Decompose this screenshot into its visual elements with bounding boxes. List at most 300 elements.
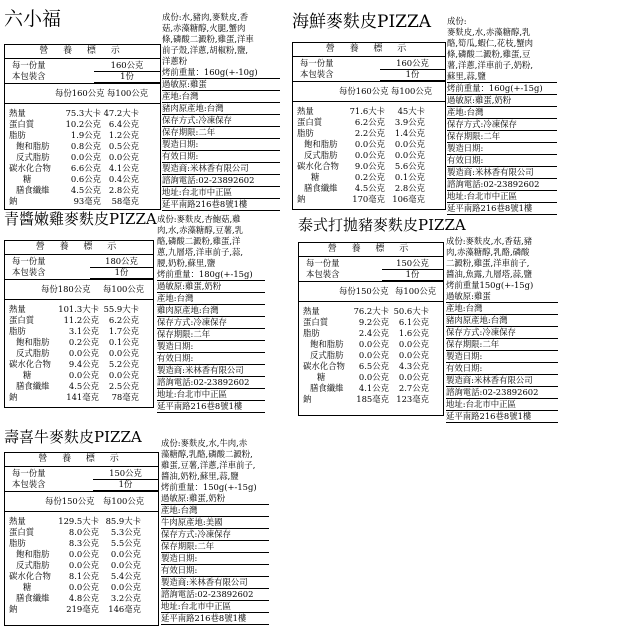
info-line: 麥麩皮,水,赤藻糖醇,乳 [447, 27, 531, 37]
info-line: 保存期限:二年 [157, 329, 265, 341]
product-title: 六小福 [4, 8, 62, 30]
product-title: 泰式打拋豬麥麩皮PIZZA [298, 216, 466, 234]
info-line: 製造日期: [446, 351, 558, 363]
info-line: 豬肉原產地:台灣 [446, 315, 558, 327]
nutrient-per-serving: 0.2公克 [354, 172, 385, 182]
nutrient-row [293, 106, 445, 117]
info-line: 製造商:米林香有限公司 [447, 167, 557, 179]
nutrient-row [5, 359, 153, 370]
info-line: 保存方式:冷凍保存 [447, 119, 557, 131]
servings-count-value: 1份 [382, 269, 443, 281]
info-line: 藻糖醇,乳酪,磷酸二澱粉, [161, 449, 253, 459]
nutrient-per-100g: 0.0公克 [110, 582, 141, 592]
nutrient-name: 鈉 [9, 196, 18, 206]
nutrient-per-serving: 185毫克 [356, 394, 389, 404]
info-line: 保存方式:冷凍保存 [157, 317, 265, 329]
nutrient-row [5, 560, 158, 571]
info-line: 製造日期: [162, 139, 280, 151]
nutrient-per-serving: 93毫克 [73, 196, 101, 206]
nutrient-per-100g: 5.5公克 [110, 538, 141, 548]
nutrient-name: 脂肪 [9, 130, 26, 140]
info-line: 有效日期: [162, 151, 280, 163]
nutrient-row [293, 161, 445, 172]
nutrient-row [5, 304, 153, 315]
nutrient-name: 蛋白質 [9, 119, 35, 129]
info-line: 有效日期: [447, 155, 557, 167]
serving-size-value: 180公克 [90, 256, 153, 268]
info-line: 過敏原:雞蛋 [446, 291, 558, 303]
info-line: 製造日期: [161, 553, 269, 565]
nutrient-name: 蛋白質 [9, 527, 35, 537]
nutrient-per-serving: 0.0公克 [358, 372, 389, 382]
nutrient-per-serving: 2.2公克 [354, 128, 385, 138]
info-line: 保存方式:冷凍保存 [162, 115, 280, 127]
nutrient-name: 糖 [317, 372, 326, 382]
info-line: 保存期限:二年 [447, 131, 557, 143]
nutrient-name: 脂肪 [303, 328, 320, 338]
nutrient-per-serving: 101.3大卡 [58, 304, 99, 314]
nutrient-per-100g: 5.4公克 [110, 571, 141, 581]
nutrient-row [5, 326, 153, 337]
product-info-text [446, 236, 558, 423]
nutrient-per-100g: 1.4公克 [394, 128, 425, 138]
info-line: 保存方式:冷凍保存 [446, 327, 558, 339]
info-line: 雞蛋,豆薯,洋蔥,洋車前子, [161, 460, 256, 470]
column-per-serving: 每份150公克 [45, 496, 95, 506]
nutrition-facts-table [4, 240, 154, 408]
column-headers [5, 84, 160, 104]
nutrient-per-100g: 0.0公克 [394, 139, 425, 149]
info-line: 製造日期: [447, 143, 557, 155]
nutrient-per-serving: 0.0公克 [68, 549, 99, 559]
serving-size-value: 160公克 [380, 58, 445, 70]
info-line: 烤前重量：160g(+-15g) [447, 83, 557, 95]
nutrient-per-serving: 6.2公克 [354, 117, 385, 127]
nutrient-name: 飽和脂肪 [16, 337, 50, 347]
info-line: 製造商:米林香有限公司 [157, 365, 265, 377]
nutrient-per-100g: 0.4公克 [108, 174, 139, 184]
info-line: 肉,赤藻糖醇,乳酪,磷酸 [446, 247, 530, 257]
nutrient-name: 飽和脂肪 [310, 339, 344, 349]
nutrient-row [5, 185, 160, 196]
nutrient-per-serving: 8.1公克 [68, 571, 99, 581]
nutrient-per-serving: 4.5公克 [68, 381, 99, 391]
nutrient-name: 鈉 [303, 394, 312, 404]
nutrient-per-100g: 58毫克 [111, 196, 139, 206]
info-line: 過敏原:雞蛋 [162, 79, 280, 91]
nutrient-row [5, 196, 160, 207]
nutrient-row [5, 527, 158, 538]
nutrient-rows [5, 512, 158, 615]
nutrient-per-100g: 146毫克 [108, 604, 141, 614]
info-line: 地址:台北市中正區 [162, 187, 280, 199]
info-line: 產地:台灣 [161, 505, 269, 517]
nutrition-table-header: 營 養 標 示 [5, 241, 153, 255]
nutrition-facts-table [292, 42, 446, 210]
nutrient-per-serving: 6.6公克 [70, 163, 101, 173]
info-line: 地址:台北市中正區 [446, 399, 558, 411]
nutrient-per-serving: 0.2公克 [68, 337, 99, 347]
nutrient-name: 反式脂肪 [16, 560, 50, 570]
info-line: 二澱粉,雞蛋,洋車前子, [446, 258, 530, 268]
nutrient-name: 蛋白質 [303, 317, 329, 327]
info-line: 雞肉原產地:台灣 [157, 305, 265, 317]
info-line: 有效日期: [157, 353, 265, 365]
nutrient-name: 熱量 [297, 106, 314, 116]
info-line: 酪,磷酸二澱粉,雞蛋,洋 [157, 236, 241, 246]
nutrient-row [5, 571, 158, 582]
nutrient-per-100g: 4.1公克 [108, 163, 139, 173]
info-line: 諮詢電話:02-23892602 [162, 175, 280, 187]
product-info-text [157, 214, 265, 413]
nutrient-row [293, 194, 445, 205]
nutrient-per-100g: 6.2公克 [108, 315, 139, 325]
info-line: 延平南路216巷8號1樓 [161, 613, 269, 625]
servings-count-label: 本包裝含 [300, 69, 334, 79]
nutrient-per-100g: 106毫克 [392, 194, 425, 204]
info-line: 豬肉原產地:台灣 [162, 103, 280, 115]
nutrient-name: 糖 [23, 174, 32, 184]
nutrient-row [293, 117, 445, 128]
nutrient-per-100g: 6.4公克 [108, 119, 139, 129]
info-line: 前子殼,洋蔥,胡椒粉,鹽, [162, 45, 249, 55]
nutrient-per-100g: 0.0公克 [398, 372, 429, 382]
nutrient-name: 碳水化合物 [303, 361, 345, 371]
nutrient-row [5, 370, 153, 381]
nutrient-per-100g: 1.7公克 [108, 326, 139, 336]
nutrient-per-100g: 3.2公克 [110, 593, 141, 603]
column-per-100g: 每100公克 [107, 88, 149, 98]
nutrient-name: 脂肪 [9, 326, 26, 336]
serving-size-label: 每一份量 [300, 58, 334, 68]
nutrient-row [293, 172, 445, 183]
nutrient-per-100g: 6.1公克 [398, 317, 429, 327]
info-line: 延平南路216巷8號1樓 [157, 401, 265, 413]
info-line: 洋蔥粉 [162, 56, 188, 66]
nutrient-row [5, 593, 158, 604]
nutrient-row [293, 128, 445, 139]
nutrient-per-100g: 55.9大卡 [103, 304, 139, 314]
nutrient-per-serving: 76.2大卡 [353, 306, 389, 316]
info-line: 保存期限:二年 [161, 541, 269, 553]
info-line: 成份:麥麩皮,杏鮑菇,雞 [157, 214, 241, 224]
serving-size-label: 每一份量 [12, 468, 46, 478]
nutrient-row [299, 361, 443, 372]
serving-info [293, 57, 445, 82]
info-line: 延平南路216巷8號1樓 [162, 199, 280, 211]
nutrient-name: 膳食纖維 [16, 593, 50, 603]
nutrient-per-100g: 123毫克 [396, 394, 429, 404]
nutrient-per-100g: 0.0公克 [394, 150, 425, 160]
serving-size-label: 每一份量 [306, 258, 340, 268]
servings-count-label: 本包裝含 [12, 71, 46, 81]
product-title: 壽喜牛麥麩皮PIZZA [4, 428, 142, 446]
nutrient-per-serving: 0.0公克 [68, 560, 99, 570]
column-per-100g: 每100公克 [103, 496, 145, 506]
nutrient-per-serving: 8.3公克 [68, 538, 99, 548]
info-line: 保存期限:二年 [446, 339, 558, 351]
nutrient-per-serving: 6.5公克 [358, 361, 389, 371]
nutrient-per-100g: 1.6公克 [398, 328, 429, 338]
nutrient-per-100g: 5.3公克 [110, 527, 141, 537]
info-line: 延平南路216巷8號1樓 [447, 203, 557, 215]
nutrient-row [293, 150, 445, 161]
nutrient-name: 蛋白質 [9, 315, 35, 325]
serving-size-value: 160公克 [94, 60, 160, 72]
nutrient-name: 飽和脂肪 [16, 141, 50, 151]
nutrient-per-serving: 170毫克 [352, 194, 385, 204]
info-line: 薯,洋蔥,洋車前子,奶粉, [447, 60, 534, 70]
nutrient-per-100g: 2.8公克 [394, 183, 425, 193]
nutrient-per-100g: 78毫克 [111, 392, 139, 402]
servings-count-label: 本包裝含 [306, 269, 340, 279]
product-info-text [161, 438, 269, 625]
nutrient-row [5, 108, 160, 119]
column-headers [5, 280, 153, 300]
nutrient-row [299, 372, 443, 383]
nutrition-table-header: 營 養 標 示 [5, 45, 160, 59]
nutrient-row [5, 141, 160, 152]
nutrient-per-serving: 0.0公克 [68, 348, 99, 358]
column-per-100g: 每100公克 [103, 284, 145, 294]
nutrient-per-100g: 0.0公克 [398, 350, 429, 360]
nutrient-row [299, 328, 443, 339]
nutrient-per-serving: 0.0公克 [68, 582, 99, 592]
nutrient-row [299, 350, 443, 361]
nutrient-per-100g: 5.6公克 [394, 161, 425, 171]
servings-count-label: 本包裝含 [12, 479, 46, 489]
nutrient-name: 反式脂肪 [16, 152, 50, 162]
column-per-serving: 每份160公克 [55, 88, 105, 98]
nutrient-per-serving: 129.5大卡 [58, 516, 99, 526]
nutrient-per-serving: 0.8公克 [70, 141, 101, 151]
nutrient-name: 鈉 [9, 604, 18, 614]
nutrient-name: 脂肪 [297, 128, 314, 138]
nutrient-name: 鈉 [297, 194, 306, 204]
nutrient-per-serving: 1.9公克 [70, 130, 101, 140]
info-line: 地址:台北市中正區 [447, 191, 557, 203]
nutrient-per-100g: 45大卡 [397, 106, 425, 116]
nutrient-row [299, 306, 443, 317]
info-line: 保存期限:二年 [162, 127, 280, 139]
info-line: 菇,赤藻糖醇,火腿,蟹肉 [162, 23, 246, 33]
info-line: 有效日期: [161, 565, 269, 577]
nutrient-name: 脂肪 [9, 538, 26, 548]
info-line: 製造商:米林香有限公司 [446, 375, 558, 387]
nutrient-name: 膳食纖維 [16, 381, 50, 391]
nutrient-name: 膳食纖維 [310, 383, 344, 393]
nutrient-per-serving: 9.2公克 [358, 317, 389, 327]
nutrient-name: 碳水化合物 [9, 359, 51, 369]
info-line: 醬油,魚露,九層塔,蒜,鹽 [446, 269, 533, 279]
nutrient-per-serving: 0.0公克 [358, 350, 389, 360]
nutrient-per-100g: 0.0公克 [108, 348, 139, 358]
nutrient-per-serving: 10.2公克 [65, 119, 101, 129]
nutrient-row [293, 139, 445, 150]
info-line: 產地:台灣 [157, 293, 265, 305]
info-line: 成份:麥麩皮,水,牛肉,赤 [161, 438, 248, 448]
nutrient-row [293, 183, 445, 194]
info-line: 條,磷酸二澱粉,雞蛋,洋車 [162, 34, 254, 44]
nutrient-per-serving: 4.5公克 [70, 185, 101, 195]
nutrient-row [5, 604, 158, 615]
info-line: 腰,奶粉,蘇里,鹽 [157, 258, 216, 268]
info-line: 條,磷酸二澱粉,雞蛋,豆 [447, 49, 531, 59]
servings-count-value: 1份 [94, 71, 160, 83]
nutrient-per-100g: 0.0公克 [398, 339, 429, 349]
nutrient-per-100g: 1.2公克 [108, 130, 139, 140]
nutrient-row [5, 130, 160, 141]
nutrient-name: 熱量 [9, 304, 26, 314]
nutrient-per-100g: 0.1公克 [394, 172, 425, 182]
nutrient-per-100g: 85.9大卡 [105, 516, 141, 526]
nutrient-per-serving: 4.5公克 [354, 183, 385, 193]
nutrient-row [5, 348, 153, 359]
nutrient-per-serving: 9.4公克 [68, 359, 99, 369]
column-per-serving: 每份180公克 [41, 284, 91, 294]
column-headers [293, 82, 445, 102]
serving-info [299, 257, 443, 282]
info-line: 肉,水,赤藻糖醇,豆薯,乳 [157, 225, 244, 235]
info-line: 酪,筍瓜,蝦仁,花枝,蟹肉 [447, 38, 534, 48]
nutrient-per-serving: 0.0公克 [354, 150, 385, 160]
nutrient-per-100g: 0.1公克 [108, 337, 139, 347]
info-line: 過敏原:雞蛋,奶粉 [157, 281, 265, 293]
info-line: 蔥,九層塔,洋車前子,蒜, [157, 247, 244, 257]
info-line: 過敏原:雞蛋,奶粉 [161, 493, 269, 505]
nutrient-per-serving: 4.1公克 [358, 383, 389, 393]
serving-size-value: 150公克 [382, 258, 443, 270]
nutrient-per-serving: 8.0公克 [68, 527, 99, 537]
serving-info [5, 255, 153, 280]
serving-size-label: 每一份量 [12, 256, 46, 266]
nutrient-row [5, 381, 153, 392]
info-line: 烤前重量：150g(+-15g) [161, 482, 257, 492]
info-line: 製造日期: [157, 341, 265, 353]
info-line: 產地:台灣 [162, 91, 280, 103]
nutrient-name: 糖 [23, 582, 32, 592]
nutrient-per-serving: 2.4公克 [358, 328, 389, 338]
column-headers [5, 492, 158, 512]
nutrient-row [299, 339, 443, 350]
nutrient-per-serving: 4.8公克 [68, 593, 99, 603]
info-line: 製造商:米林香有限公司 [162, 163, 280, 175]
nutrient-per-serving: 3.1公克 [68, 326, 99, 336]
column-per-100g: 每100公克 [391, 86, 433, 96]
info-line: 地址:台北市中正區 [161, 601, 269, 613]
nutrient-per-serving: 219毫克 [66, 604, 99, 614]
nutrition-facts-table [4, 452, 159, 626]
servings-count-value: 1份 [90, 267, 153, 279]
nutrient-per-100g: 2.5公克 [108, 381, 139, 391]
nutrient-name: 膳食纖維 [304, 183, 338, 193]
nutrient-name: 熱量 [9, 516, 26, 526]
info-line: 諮詢電話:02-23892602 [447, 179, 557, 191]
info-line: 醬油,奶粉,蘇里,蒜,鹽 [161, 471, 239, 481]
nutrient-row [5, 337, 153, 348]
nutrient-per-serving: 11.2公克 [63, 315, 99, 325]
nutrition-facts-table [298, 242, 444, 416]
nutrient-row [5, 549, 158, 560]
info-line: 成份:水,豬肉,麥麩皮,香 [162, 12, 249, 22]
nutrient-row [5, 152, 160, 163]
nutrient-rows [5, 104, 160, 207]
serving-size-value: 150公克 [93, 468, 158, 480]
nutrient-per-100g: 2.7公克 [398, 383, 429, 393]
info-line: 地址:台北市中正區 [157, 389, 265, 401]
info-line: 諮詢電話:02-23892602 [157, 377, 265, 389]
info-line: 諮詢電話:02-23892602 [161, 589, 269, 601]
servings-count-value: 1份 [380, 69, 445, 81]
info-line: 產地:台灣 [446, 303, 558, 315]
nutrient-row [5, 516, 158, 527]
nutrient-name: 碳水化合物 [297, 161, 339, 171]
nutrient-row [5, 538, 158, 549]
nutrient-name: 反式脂肪 [304, 150, 338, 160]
nutrient-name: 膳食纖維 [16, 185, 50, 195]
column-per-serving: 每份160公克 [339, 86, 389, 96]
info-line: 製造商:米林香有限公司 [161, 577, 269, 589]
column-headers [299, 282, 443, 302]
nutrient-name: 糖 [311, 172, 320, 182]
nutrient-row [5, 392, 153, 403]
nutrient-per-serving: 141毫克 [66, 392, 99, 402]
serving-info [5, 467, 158, 492]
nutrient-row [299, 394, 443, 405]
product-info-text [162, 12, 280, 211]
nutrition-table-header: 營 養 標 示 [293, 43, 445, 57]
nutrient-per-serving: 71.6大卡 [349, 106, 385, 116]
nutrient-per-serving: 0.6公克 [70, 174, 101, 184]
nutrient-name: 糖 [23, 370, 32, 380]
info-line: 延平南路216巷8號1樓 [446, 411, 558, 423]
nutrient-name: 碳水化合物 [9, 571, 51, 581]
nutrient-name: 蛋白質 [297, 117, 323, 127]
nutrient-rows [299, 302, 443, 405]
info-line: 諮詢電話:02-23892602 [446, 387, 558, 399]
nutrient-row [5, 582, 158, 593]
servings-count-label: 本包裝含 [12, 267, 46, 277]
nutrient-name: 反式脂肪 [310, 350, 344, 360]
nutrient-row [299, 317, 443, 328]
nutrient-per-100g: 0.5公克 [108, 141, 139, 151]
serving-size-label: 每一份量 [12, 60, 46, 70]
nutrition-facts-table [4, 44, 161, 210]
nutrient-row [5, 119, 160, 130]
product-title: 青醬嫩雞麥麩皮PIZZA [4, 210, 157, 228]
nutrient-name: 熱量 [9, 108, 26, 118]
info-line: 產地:台灣 [447, 107, 557, 119]
nutrient-per-serving: 0.0公克 [70, 152, 101, 162]
nutrient-row [5, 174, 160, 185]
nutrient-rows [293, 102, 445, 205]
nutrient-per-100g: 4.3公克 [398, 361, 429, 371]
nutrient-per-100g: 0.0公克 [110, 560, 141, 570]
info-line: 成份: [447, 16, 467, 26]
nutrient-row [5, 315, 153, 326]
nutrient-per-100g: 5.2公克 [108, 359, 139, 369]
nutrient-per-serving: 0.0公克 [358, 339, 389, 349]
nutrient-per-100g: 47.2大卡 [103, 108, 139, 118]
info-line: 牛肉原產地:美國 [161, 517, 269, 529]
info-line: 烤前重量：180g(+-15g) [157, 269, 265, 281]
nutrition-table-header: 營 養 標 示 [5, 453, 158, 467]
product-info-text [447, 16, 557, 215]
info-line: 烤前重量：160g(+-10g) [162, 67, 280, 79]
nutrient-row [299, 383, 443, 394]
nutrient-name: 碳水化合物 [9, 163, 51, 173]
nutrient-row [5, 163, 160, 174]
